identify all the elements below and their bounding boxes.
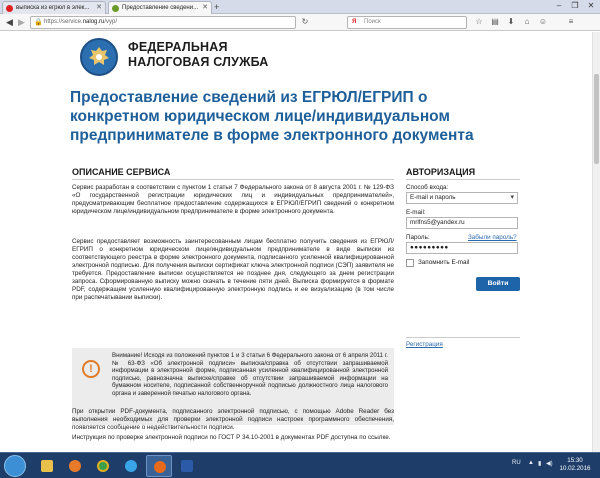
tab-title: Предоставление сведени...: [122, 5, 199, 11]
login-button[interactable]: Войти: [476, 277, 520, 291]
back-arrow-icon[interactable]: ◀: [6, 17, 13, 27]
yandex-search-icon: Я: [352, 19, 357, 25]
close-window-icon[interactable]: ✕: [587, 1, 595, 10]
taskbar-media-player-icon[interactable]: [62, 455, 88, 477]
description-paragraph-4: Инструкция по проверке электронной подписи по ГОСТ Р 34.10-2001 в документах PDF доступна по ссылке.: [72, 434, 391, 441]
start-button-icon[interactable]: [4, 455, 26, 477]
star-icon[interactable]: ☆: [475, 17, 483, 26]
tab-title: выписка из егрюл в элек...: [16, 5, 90, 11]
forward-arrow-icon[interactable]: ▶: [18, 17, 25, 27]
org-name[interactable]: [128, 40, 269, 70]
email-value: mrlfns5@yandex.ru: [410, 219, 465, 226]
password-label: Пароль:: [406, 234, 430, 241]
page-title: Предоставление сведений из ЕГРЮЛ/ЕГРИП о конкретном юридическом лице/индивидуальном предпринимателе в форме электронного документа: [70, 89, 474, 144]
page-content: [0, 32, 600, 452]
minimize-icon[interactable]: –: [556, 1, 562, 10]
taskbar-explorer-icon[interactable]: [34, 455, 60, 477]
url-prefix: https://service.: [44, 19, 83, 25]
menu-icon[interactable]: ≡: [568, 17, 574, 26]
description-paragraph-2: Сервис предоставляет возможность заинтересованным лицам бесплатно получить сведения из ЕГРЮЛ/ЕГРИП о конкретном юридическом лице/индивидуальном предпринимателе в виде выписки из соответствующего реестра в форме электронного документа, подписанного усиленной квалифицированной электронной подписью. Для получения выписки сертификат ключа электронной подписи (СЭП) заявителя не требуется. Предоставление выписки осуществляется не позднее дня, следующего за днем регистрации запроса. Сформированную выписку можно скачать в течение пяти дней. Выписка формируется в формате PDF, содержащем усиленную квалифицированную электронную подпись и ее визуализацию (в том числе при распечатывании выписки).: [72, 238, 394, 301]
taskbar: [0, 452, 600, 478]
taskbar-chrome-icon[interactable]: [90, 455, 116, 477]
home-icon[interactable]: ⌂: [524, 17, 530, 26]
search-placeholder: Поиск: [364, 19, 381, 25]
login-method-label: Способ входа:: [406, 184, 449, 191]
clock-time: 15:30: [567, 457, 583, 464]
close-tab-icon[interactable]: ✕: [96, 4, 102, 11]
remember-email-checkbox[interactable]: [406, 259, 414, 267]
reload-icon[interactable]: ↻: [301, 17, 309, 26]
divider: [72, 179, 394, 180]
language-indicator[interactable]: RU: [512, 460, 521, 466]
yandex-favicon-icon: [6, 5, 13, 12]
url-bar[interactable]: [30, 16, 296, 29]
login-method-select[interactable]: [406, 192, 518, 204]
taskbar-word-icon[interactable]: [174, 455, 200, 477]
reading-list-icon[interactable]: ▤: [491, 17, 499, 26]
auth-heading: АВТОРИЗАЦИЯ: [406, 167, 476, 177]
description-paragraph-3: При открытии PDF-документа, подписанного электронной подписью, с помощью Adobe Reader без выполнения необходимых для проверки электронной подписи настроек программного обеспечения, появляется сообщение о недействительности подписи.: [72, 408, 394, 431]
login-method-value: E-mail и пароль: [410, 194, 456, 201]
auth-panel: [406, 167, 520, 348]
browser-tab-bar: [0, 0, 600, 14]
download-icon[interactable]: ⬇: [507, 17, 515, 26]
browser-tab-nalog[interactable]: [108, 1, 212, 14]
fns-logo-icon: [80, 38, 118, 76]
tray-arrow-icon[interactable]: ▲: [528, 460, 534, 466]
maximize-icon[interactable]: ❐: [571, 1, 579, 10]
new-tab-button[interactable]: +: [214, 2, 220, 12]
exclamation-icon: !: [82, 360, 100, 378]
description-heading: ОПИСАНИЕ СЕРВИСА: [72, 167, 171, 177]
lock-icon: 🔒: [34, 19, 43, 26]
browser-tab-yandex[interactable]: [2, 1, 106, 14]
pocket-icon[interactable]: ☺: [538, 17, 548, 26]
scrollbar-thumb[interactable]: [594, 74, 599, 164]
url-host: nalog.ru: [82, 19, 105, 25]
password-field[interactable]: [406, 242, 518, 254]
close-tab-icon[interactable]: ✕: [202, 4, 208, 11]
divider: [406, 337, 520, 338]
email-field[interactable]: [406, 217, 518, 229]
clock[interactable]: [556, 457, 594, 473]
url-path: /vyp/: [104, 19, 118, 25]
warning-text: Внимание! Исходя из положений пунктов 1 и 3 статьи 6 Федерального закона от 6 апреля 2011 г. № 63-ФЗ «Об электронной подписи» выписка/справка об отсутствии запрашиваемой информации в электронной форме, подписанная усиленной квалифицированной электронной подписью, равнозначна выписке/справке об отсутствии запрашиваемой информации на бумажном носителе, подписанной собственноручной подписью должностного лица налогового органа и заверенной печатью налогового органа.: [112, 352, 388, 397]
volume-icon[interactable]: ◀): [546, 461, 553, 467]
clock-date: 10.02.2016: [559, 465, 591, 472]
taskbar-ie-icon[interactable]: [118, 455, 144, 477]
network-icon[interactable]: ▮: [538, 461, 542, 467]
description-paragraph-1: Сервис разработан в соответствии с пунктом 1 статьи 7 Федерального закона от 8 августа 2001 г. № 129-ФЗ «О государственной регистрации юридических лиц и индивидуальных предпринимателей», предусматривающим бесплатное предоставление содержащихся в ЕГРЮЛ/ЕГРИП сведений о конкретном юридическом лице/индивидуальном предпринимателе в форме электронного документа.: [72, 184, 394, 215]
remember-email-label: Запомнить E-mail: [418, 259, 470, 266]
browser-nav-bar: [0, 14, 600, 31]
org-line-1: ФЕДЕРАЛЬНАЯ: [128, 40, 228, 54]
password-value: ●●●●●●●●●: [410, 244, 449, 251]
divider: [406, 179, 520, 180]
register-link[interactable]: Регистрация: [406, 341, 443, 348]
nalog-favicon-icon: [112, 5, 119, 12]
search-input[interactable]: [347, 16, 467, 29]
org-line-2: НАЛОГОВАЯ СЛУЖБА: [128, 55, 269, 69]
page-scrollbar[interactable]: [592, 32, 600, 452]
taskbar-firefox-icon[interactable]: [146, 455, 172, 477]
email-label: E-mail:: [406, 209, 426, 216]
forgot-password-link[interactable]: Забыли пароль?: [468, 234, 517, 241]
